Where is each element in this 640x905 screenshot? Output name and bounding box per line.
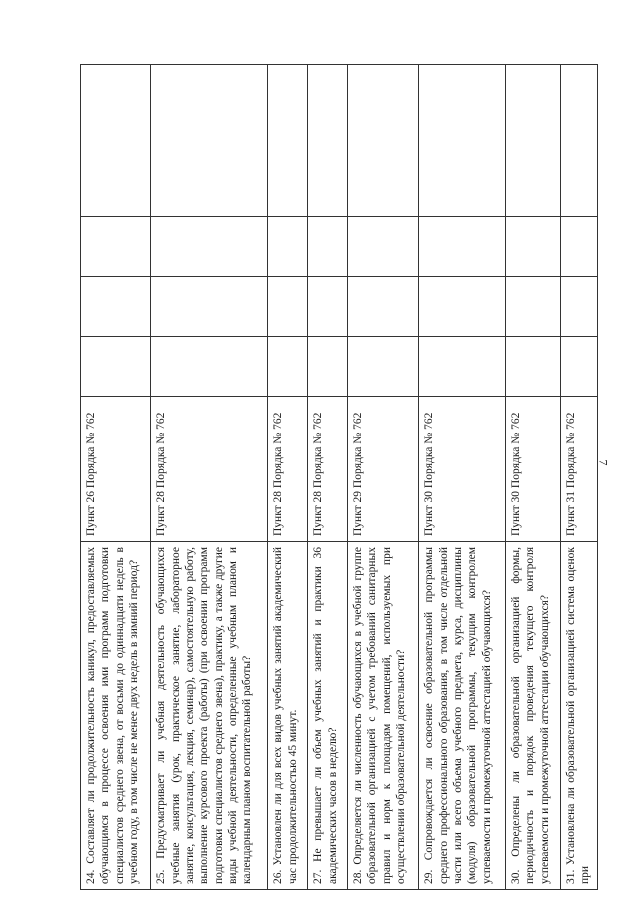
question-text: Установлен ли для всех видов учебных занятий академический час продолжительностью 45 минут.	[272, 547, 299, 884]
answer-yes-cell	[268, 337, 308, 397]
table-row	[81, 65, 151, 890]
answer-no-cell	[347, 277, 418, 337]
question-text: Определяется ли численность обучающихся в учебной группе образовательной организацией с учетом требований санитарных правил и норм к площадям помещений, используемых при осуществлении образовательной деятельности?	[351, 547, 408, 884]
answer-no-cell	[81, 277, 151, 337]
question-text: Сопровождается ли освоение образовательной программы среднего профессионального образования, в том числе отдельной части или всего объема учебного предмета, курса, дисциплины (модуля) образовательной программы, текущим контролем успеваемости и промежуточной аттестацией обучающихся?	[423, 547, 493, 884]
question-cell	[419, 542, 506, 890]
row-number: 31.	[564, 869, 577, 884]
row-number: 30.	[510, 869, 523, 884]
checklist-table	[80, 64, 598, 890]
reference-cell: Пункт 30 Порядка № 762	[419, 397, 506, 542]
question-text: Установлена ли образовательной организацией система оценок при	[564, 546, 591, 884]
question-cell	[268, 542, 308, 890]
answer-yes-cell	[347, 337, 418, 397]
checklist-table-body	[81, 65, 598, 890]
question-cell	[308, 542, 348, 890]
question-text: Предусматривает ли учебная деятельность обучающихся учебные занятия (урок, практическое занятие, лабораторное занятие, консультация, лекция, семинар), самостоятельную работу, выполнение курсового проекта (работы) (при освоении программ подготовки специалистов среднего звена), практику, а также другие виды учебной деятельности, определенные учебным планом и календарным планом воспитательной работы?	[155, 546, 254, 884]
note-cell	[308, 65, 348, 217]
note-cell	[506, 65, 560, 217]
reference-cell: Пункт 31 Порядка № 762	[560, 397, 598, 542]
answer-yes-cell	[308, 337, 348, 397]
answer-na-cell	[268, 217, 308, 277]
answer-no-cell	[151, 277, 268, 337]
question-cell	[347, 542, 418, 890]
reference-cell: Пункт 28 Порядка № 762	[151, 397, 268, 542]
answer-yes-cell	[151, 337, 268, 397]
row-number: 29.	[423, 869, 436, 884]
answer-no-cell	[560, 277, 598, 337]
rotated-table-container	[80, 65, 598, 890]
question-text: Составляет ли продолжительность каникул, предоставляемых обучающимся в процессе освоения ими программ подготовки специалистов среднего звена, от восьми до одиннадцати недель в учебном году, в том числе не менее двух недель в зимний период?	[85, 547, 141, 884]
reference-cell: Пункт 29 Порядка № 762	[347, 397, 418, 542]
question-text: Не превышает ли объем учебных занятий и практики 36 академических часов в неделю?	[312, 546, 339, 884]
question-cell	[151, 542, 268, 890]
answer-na-cell	[506, 217, 560, 277]
question-cell	[506, 542, 560, 890]
table-row	[268, 65, 308, 890]
row-number: 28.	[351, 869, 364, 884]
answer-no-cell	[419, 277, 506, 337]
question-text: Определены ли образовательной организацией формы, периодичность и порядок проведения текущего контроля успеваемости и промежуточной аттестации обучающихся?	[510, 547, 551, 884]
table-row	[308, 65, 348, 890]
answer-no-cell	[506, 277, 560, 337]
answer-na-cell	[560, 217, 598, 277]
row-number: 27.	[312, 869, 325, 884]
row-number: 24.	[85, 869, 97, 884]
reference-cell: Пункт 28 Порядка № 762	[268, 397, 308, 542]
answer-no-cell	[308, 277, 348, 337]
table-row	[506, 65, 560, 890]
note-cell	[81, 65, 151, 217]
answer-no-cell	[268, 277, 308, 337]
page-number: 7	[596, 459, 611, 466]
table-row	[560, 65, 598, 890]
reference-cell: Пункт 26 Порядка № 762	[81, 397, 151, 542]
table-row	[419, 65, 506, 890]
table-row	[151, 65, 268, 890]
answer-yes-cell	[506, 337, 560, 397]
answer-yes-cell	[81, 337, 151, 397]
answer-na-cell	[347, 217, 418, 277]
table-row	[347, 65, 418, 890]
question-cell	[81, 542, 151, 890]
answer-yes-cell	[419, 337, 506, 397]
note-cell	[268, 65, 308, 217]
answer-yes-cell	[560, 337, 598, 397]
note-cell	[151, 65, 268, 217]
reference-cell: Пункт 30 Порядка № 762	[506, 397, 560, 542]
reference-cell: Пункт 28 Порядка № 762	[308, 397, 348, 542]
answer-na-cell	[81, 217, 151, 277]
answer-na-cell	[419, 217, 506, 277]
answer-na-cell	[308, 217, 348, 277]
answer-na-cell	[151, 217, 268, 277]
row-number: 25.	[155, 869, 168, 884]
question-cell	[560, 542, 598, 890]
note-cell	[419, 65, 506, 217]
note-cell	[560, 65, 598, 217]
row-number: 26.	[272, 869, 285, 884]
note-cell	[347, 65, 418, 217]
